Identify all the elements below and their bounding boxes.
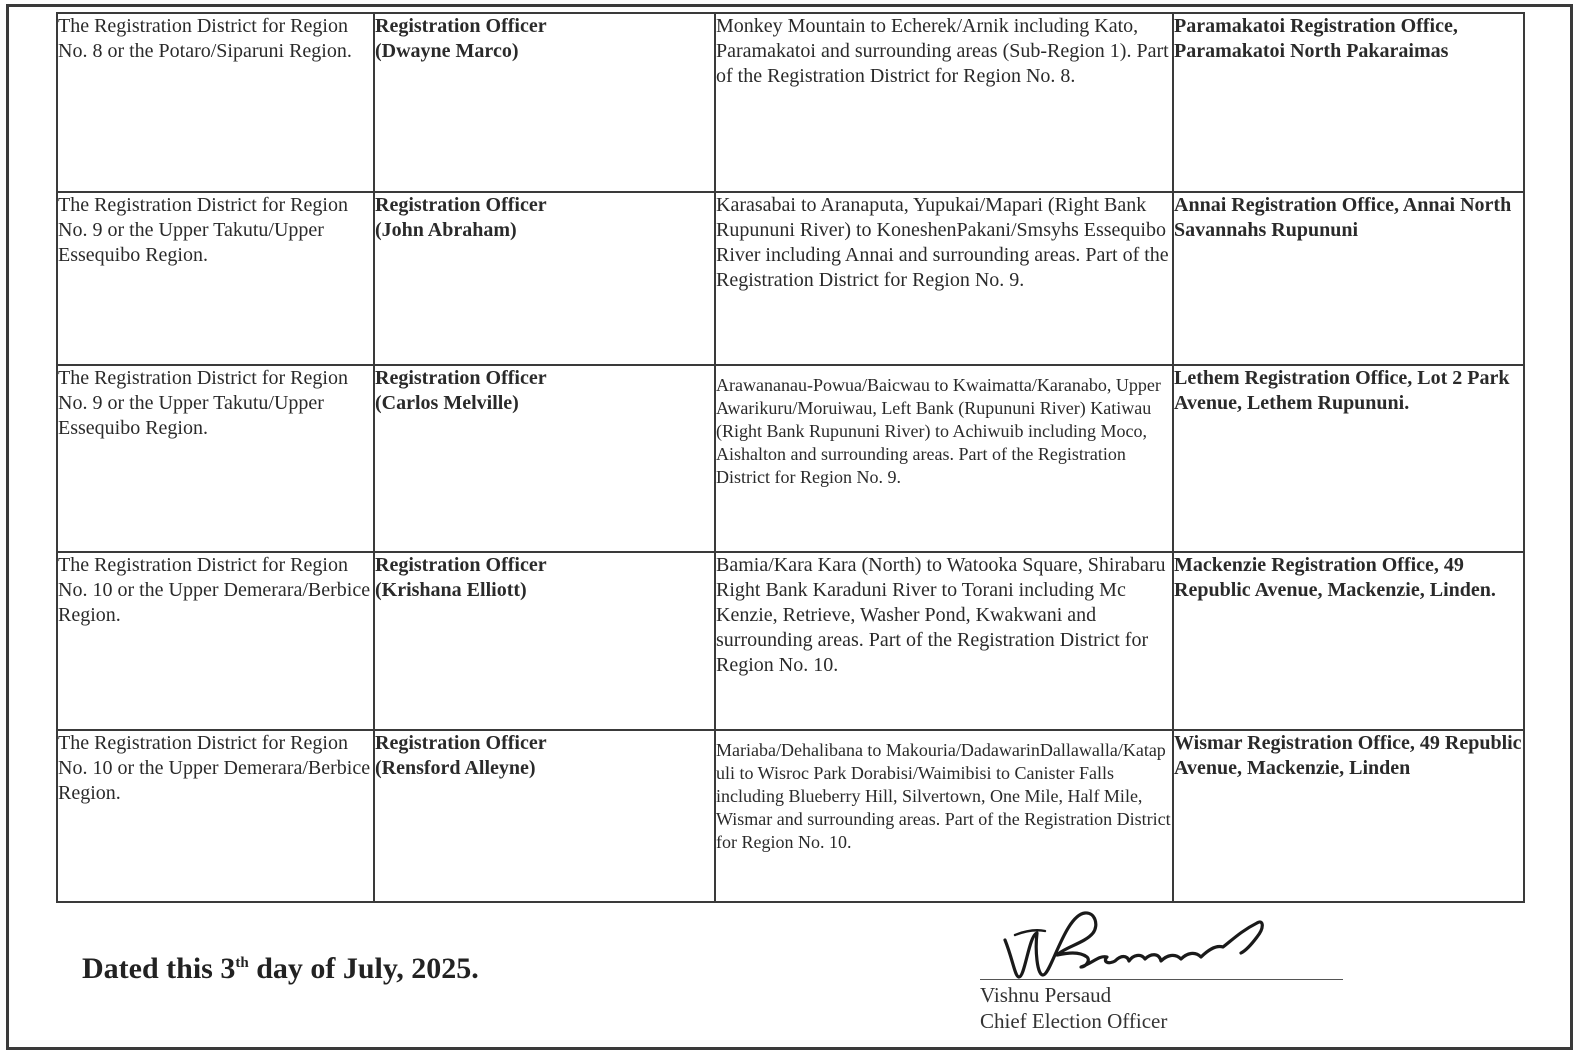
office-cell — [1173, 192, 1524, 365]
table-row — [57, 192, 1524, 365]
signatory-title: Chief Election Officer — [980, 1009, 1168, 1033]
district-cell — [57, 192, 374, 365]
area-cell — [715, 365, 1173, 552]
district-text: The Registration District for Region No. 10 or the Upper Demerara/Berbice Region. — [58, 554, 371, 626]
signature-line — [980, 979, 1343, 980]
registration-offices-table — [56, 12, 1525, 903]
table-row — [57, 13, 1524, 192]
district-text: The Registration District for Region No. 9 or the Upper Takutu/Upper Essequibo Region. — [58, 194, 348, 266]
office-cell — [1173, 13, 1524, 192]
district-cell — [57, 13, 374, 192]
district-cell — [57, 730, 374, 902]
area-text: Bamia/Kara Kara (North) to Watooka Square, Shirabaru Right Bank Karaduni River to Torani including Mc Kenzie, Retrieve, Washer Pond, Kwakwani and surrounding areas. Part of the Registration District for Region No. 10. — [716, 554, 1166, 676]
area-cell — [715, 730, 1173, 902]
area-text: Karasabai to Aranaputa, Yupukai/Mapari (Right Bank Rupununi River) to KoneshenPakani/Smsyhs Essequibo River including Annai and surrounding areas. Part of the Registration District for Region No. 9. — [716, 194, 1169, 291]
handwritten-signature — [995, 905, 1295, 985]
area-cell — [715, 192, 1173, 365]
dated-line — [82, 952, 479, 986]
officer-title: Registration Officer — [375, 194, 547, 216]
district-text: The Registration District for Region No. 9 or the Upper Takutu/Upper Essequibo Region. — [58, 367, 348, 439]
officer-title: Registration Officer — [375, 15, 547, 37]
dated-prefix: Dated this 3 — [82, 952, 236, 985]
officer-title: Registration Officer — [375, 554, 547, 576]
dated-suffix: day of July, 2025. — [248, 952, 479, 985]
officer-title: Registration Officer — [375, 367, 547, 389]
officer-name: (Carlos Melville) — [375, 392, 519, 414]
dated-ordinal-suffix: th — [235, 955, 249, 971]
district-cell — [57, 552, 374, 730]
officer-name: (Rensford Alleyne) — [375, 757, 536, 779]
signatory-name: Vishnu Persaud — [980, 983, 1112, 1007]
office-text: Lethem Registration Office, Lot 2 Park Avenue, Lethem Rupununi. — [1174, 367, 1510, 414]
district-cell — [57, 365, 374, 552]
office-cell — [1173, 730, 1524, 902]
table-row — [57, 365, 1524, 552]
office-cell — [1173, 552, 1524, 730]
table-row — [57, 552, 1524, 730]
officer-cell — [374, 13, 715, 192]
officer-title: Registration Officer — [375, 732, 547, 754]
area-text: Mariaba/Dehalibana to Makouria/DadawarinDallawalla/Katap uli to Wisroc Park Dorabisi/Waimibisi to Canister Falls including Blueberry Hill, Silvertown, One Mile, Half Mile, Wismar and surrounding areas. Part of the Registration District for Region No. 10. — [716, 740, 1171, 852]
office-text: Mackenzie Registration Office, 49 Republic Avenue, Mackenzie, Linden. — [1174, 554, 1496, 601]
district-text: The Registration District for Region No. 10 or the Upper Demerara/Berbice Region. — [58, 732, 371, 804]
officer-cell — [374, 552, 715, 730]
officer-cell — [374, 365, 715, 552]
officer-name: (Krishana Elliott) — [375, 579, 527, 601]
officer-name: (Dwayne Marco) — [375, 40, 519, 62]
district-text: The Registration District for Region No. 8 or the Potaro/Siparuni Region. — [58, 15, 352, 62]
office-text: Paramakatoi Registration Office, Paramakatoi North Pakaraimas — [1174, 15, 1458, 62]
officer-cell — [374, 730, 715, 902]
area-cell — [715, 552, 1173, 730]
officer-cell — [374, 192, 715, 365]
office-text: Annai Registration Office, Annai North Savannahs Rupununi — [1174, 194, 1512, 241]
table-row — [57, 730, 1524, 902]
area-text: Arawananau-Powua/Baicwau to Kwaimatta/Karanabo, Upper Awarikuru/Moruiwau, Left Bank (Rupununi River) Katiwau (Right Bank Rupununi River) to Achiwuib including Moco, Aishalton and surrounding areas. Part of the Registration District for Region No. 9. — [716, 375, 1161, 487]
office-text: Wismar Registration Office, 49 Republic Avenue, Mackenzie, Linden — [1174, 732, 1522, 779]
office-cell — [1173, 365, 1524, 552]
officer-name: (John Abraham) — [375, 219, 517, 241]
area-text: Monkey Mountain to Echerek/Arnik including Kato, Paramakatoi and surrounding areas (Sub-Region 1). Part of the Registration District for Region No. 8. — [716, 15, 1169, 87]
area-cell — [715, 13, 1173, 192]
